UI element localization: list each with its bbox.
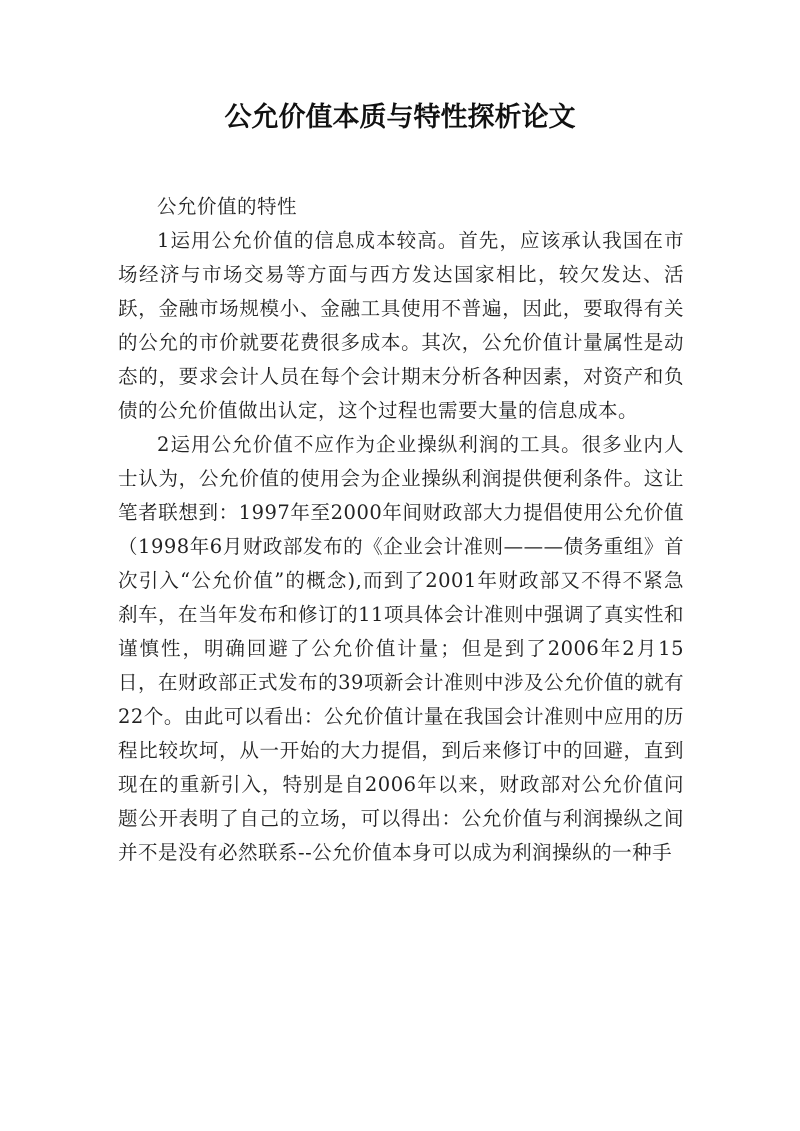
document-title: 公允价值本质与特性探析论文 <box>224 102 576 133</box>
paragraph-1: 1运用公允价值的信息成本较高。首先，应该承认我国在市场经济与市场交易等方面与西方发达国家相比，较欠发达、活跃，金融市场规模小、金融工具使用不普遍，因此，要取得有关的公允的市价就要花费很多成本。其次，公允价值计量属性是动态的，要求会计人员在每个会计期末分析各种因素，对资产和负债的公允价值做出认定，这个过程也需要大量的信息成本。 <box>118 229 684 422</box>
paragraph-2: 2运用公允价值不应作为企业操纵利润的工具。很多业内人士认为，公允价值的使用会为企业操纵利润提供便利条件。这让笔者联想到：1997年至2000年间财政部大力提倡使用公允价值（1998年6月财政部发布的《企业会计准则———债务重组》首次引入“公允价值”的概念),而到了2001年财政部又不得不紧急刹车，在当年发布和修订的11项具体会计准则中强调了真实性和谨慎性，明确回避了公允价值计量；但是到了2006年2月15日，在财政部正式发布的39项新会计准则中涉及公允价值的就有22个。由此可以看出：公允价值计量在我国会计准则中应用的历程比较坎坷，从一开始的大力提倡，到后来修订中的回避，直到现在的重新引入，特别是自2006年以来，财政部对公允价值问题公开表明了自己的立场，可以得出：公允价值与利润操纵之间并不是没有必然联系--公允价值本身可以成为利润操纵的一种手 <box>118 433 684 864</box>
section-heading: 公允价值的特性 <box>157 195 298 218</box>
document-body <box>118 190 684 870</box>
